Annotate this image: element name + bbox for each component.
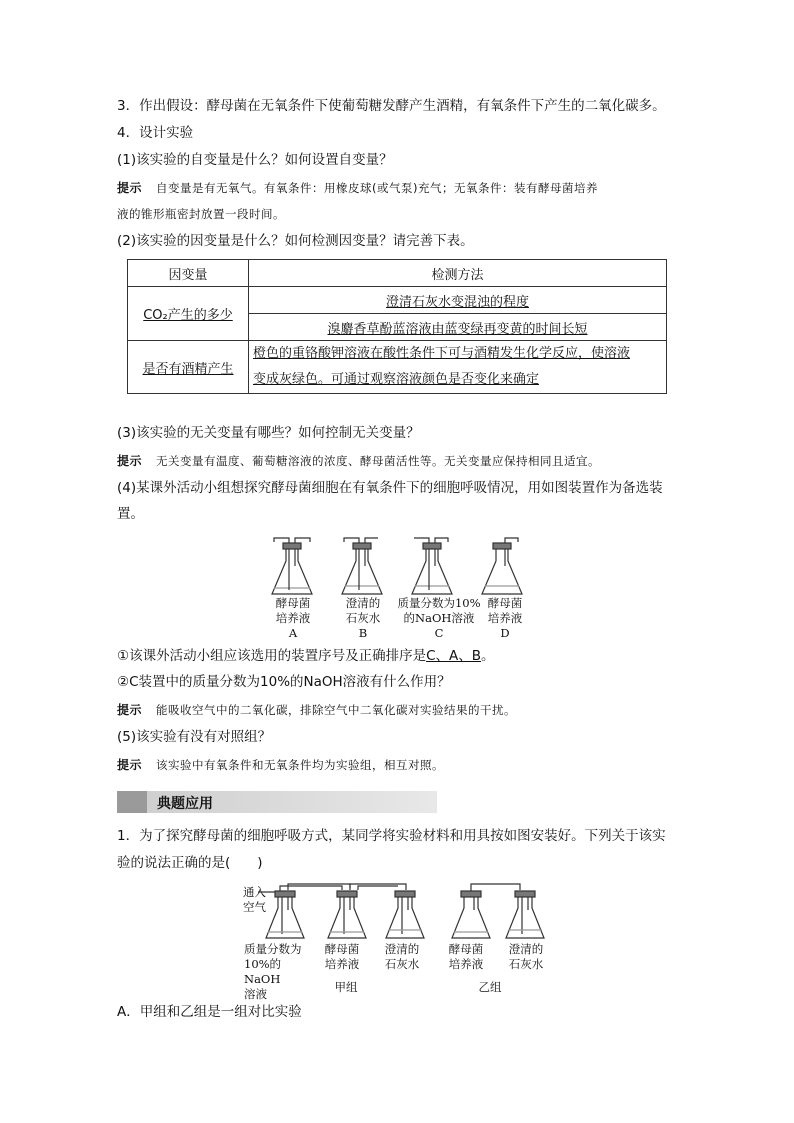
flask-d-l2: 培养液 [487,611,523,625]
answer-3 [117,451,600,471]
problem-1b: 验的说法正确的是( ) [117,855,263,871]
question-4-2: ②C装置中的质量分数为10%的NaOH溶液有什么作用？ [117,674,451,690]
section-banner [117,791,437,813]
question-1: (1)该实验的自变量是什么？如何设置自变量？ [117,152,393,168]
fig2-caption-4 [440,942,492,972]
flask-a-l1: 酵母菌 [275,596,311,610]
answer-1a-text: 自变量是有无氧气。有氧条件：用橡皮球(或气泵)充气；无氧条件：装有酵母菌培养 [156,181,598,195]
row2-method-l2: 变成灰绿色。可通过观察溶液颜色是否变化来确定 [253,372,540,387]
question-2: (2)该实验的因变量是什么？如何检测因变量？请完善下表。 [117,233,474,249]
c4-l2: 培养液 [448,957,484,971]
row2-label: 是否有酒精产生 [128,341,249,394]
fig2-caption-3 [376,942,428,972]
q41-pre: ①该课外活动小组应该选用的装置序号及正确排序是 [117,648,427,664]
answer-4-2-text: 能吸收空气中的二氧化碳，排除空气中二氧化碳对实验结果的干扰。 [156,703,517,717]
q41-post: 。 [481,648,495,664]
hint-label: 提示 [117,758,143,772]
flask-b-l3: B [358,626,368,640]
fig2-caption-2 [316,942,368,972]
row2-method [249,341,667,394]
answer-1a [117,178,598,198]
answer-3-text: 无关变量有温度、葡萄糖溶液的浓度、酵母菌活性等。无关变量应保持相同且适宜。 [156,454,601,468]
fig2-caption-5 [500,942,552,972]
design-heading: 4．设计实验 [117,125,194,141]
c3-l2: 石灰水 [384,957,420,971]
hint-label: 提示 [117,181,143,195]
row1-method1: 澄清石灰水变混浊的程度 [249,287,667,314]
flask-b-l1: 澄清的 [345,596,381,610]
table-header-var: 因变量 [128,260,249,287]
row1-label: CO₂产生的多少 [128,287,249,341]
c5-l2: 石灰水 [508,957,544,971]
q41-answer: C、A、B [426,648,482,664]
air-l2: 空气 [243,900,266,914]
fig2-caption-1 [244,942,316,1002]
group-yi-label: 乙组 [478,980,502,994]
c1-l2: 10%的NaOH [244,957,282,986]
answer-5 [117,755,444,775]
c2-l2: 培养液 [324,957,360,971]
flask-c-l2: 的NaOH溶液 [403,611,475,625]
answer-1b: 液的锥形瓶密封放置一段时间。 [117,207,285,221]
flask-d-l1: 酵母菌 [487,596,523,610]
c5-l1: 澄清的 [508,942,544,956]
option-a: A．甲组和乙组是一组对比实验 [117,1004,302,1020]
answer-4-2 [117,700,516,720]
question-4-1 [117,646,495,666]
variable-table [127,259,667,394]
apparatus-figure-2 [258,880,558,942]
flask-a-l3: A [288,626,298,640]
flask-b-caption [332,596,394,641]
air-l1: 通入 [243,885,266,899]
hypothesis-line: 3．作出假设：酵母菌在无氧条件下使葡萄糖发酵产生酒精，有氧条件下产生的二氧化碳多。 [117,98,666,114]
problem-1a: 1．为了探究酵母菌的细胞呼吸方式，某同学将实验材料和用具按如图安装好。下列关于该实 [117,828,666,844]
question-4a: (4)某课外活动小组想探究酵母菌细胞在有氧条件下的细胞呼吸情况，用如图装置作为备选装 [117,480,663,496]
table-header-method: 检测方法 [249,260,667,287]
flask-b-l2: 石灰水 [345,611,381,625]
answer-5-text: 该实验中有氧条件和无氧条件均为实验组，相互对照。 [156,758,445,772]
flask-figure-1 [260,536,540,601]
question-4b: 置。 [117,506,144,522]
hint-label: 提示 [117,703,143,717]
hint-label: 提示 [117,454,143,468]
flask-d-l3: D [500,626,510,640]
flask-c-l1: 质量分数为10% [397,596,481,610]
c4-l1: 酵母菌 [448,942,484,956]
flask-a-caption [262,596,324,641]
c1-l3: 溶液 [244,987,267,1001]
c2-l1: 酵母菌 [324,942,360,956]
group-jia-label: 甲组 [334,980,358,994]
question-3: (3)该实验的无关变量有哪些？如何控制无关变量？ [117,425,420,441]
flask-d-caption [474,596,536,641]
flask-c-l3: C [434,626,444,640]
row2-method-l1: 橙色的重铬酸钾溶液在酸性条件下可与酒精发生化学反应，使溶液 [253,346,631,361]
question-5: (5)该实验有没有对照组？ [117,729,272,745]
flask-c-caption [394,596,484,641]
c1-l1: 质量分数为 [244,942,302,956]
flask-a-l2: 培养液 [275,611,311,625]
row1-method2: 溴麝香草酚蓝溶液由蓝变绿再变黄的时间长短 [249,314,667,341]
section-title: 典题应用 [157,796,213,812]
c3-l1: 澄清的 [384,942,420,956]
